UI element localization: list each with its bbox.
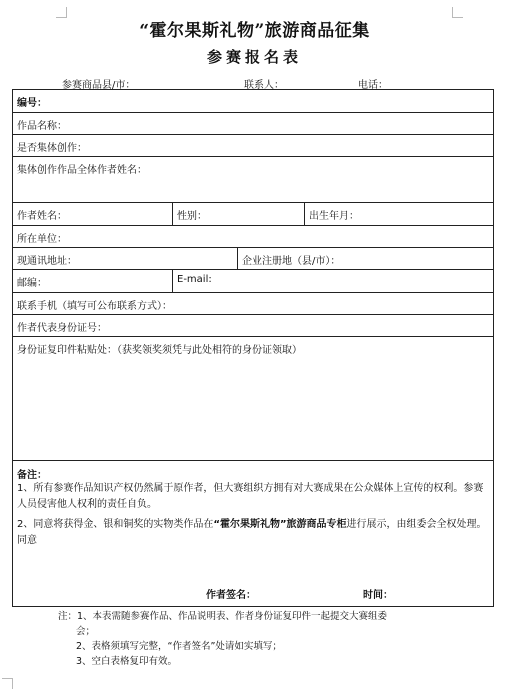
row-number bbox=[13, 90, 493, 113]
footnote-2: 2、表格须填写完整，“作者签名”处请如实填写； bbox=[76, 641, 282, 652]
time-label[interactable]: 时间： bbox=[363, 590, 393, 601]
address-field[interactable]: 现通讯地址： bbox=[17, 256, 77, 267]
county-label: 参赛商品县/市： bbox=[62, 80, 136, 91]
registered-location-field[interactable]: 企业注册地（县/市）： bbox=[237, 248, 493, 269]
gender-field[interactable]: 性别： bbox=[172, 203, 304, 225]
remark-item-2-end: 进行展示，由组委会全权处理。同意 bbox=[17, 519, 487, 546]
document-title: “霍尔果斯礼物”旅游商品征集 bbox=[139, 21, 370, 41]
rep-id-field[interactable]: 作者代表身份证号： bbox=[17, 323, 107, 334]
row-address bbox=[13, 248, 493, 270]
remark-item-1: 1、所有参赛作品知识产权仍然属于原作者，但大赛组织方拥有对大赛成果在公众媒体上宣传的权利。参赛人员侵害他人权利的责任自负。 bbox=[17, 483, 484, 510]
row-mobile bbox=[13, 293, 493, 315]
row-author-info bbox=[13, 203, 493, 226]
remarks-section bbox=[13, 461, 493, 608]
email-field[interactable]: E-mail: bbox=[172, 270, 493, 292]
document-subtitle: 参赛报名表 bbox=[206, 48, 302, 66]
phone-label: 电话： bbox=[358, 80, 388, 91]
row-collective bbox=[13, 135, 493, 157]
footnote-1-cont: 会； bbox=[76, 626, 96, 637]
crop-mark-bottom-left bbox=[2, 678, 13, 689]
footnote-3: 3、空白表格复印有效。 bbox=[76, 656, 178, 667]
row-rep-id bbox=[13, 315, 493, 337]
row-id-copy bbox=[13, 337, 493, 461]
signature-label[interactable]: 作者签名： bbox=[206, 590, 256, 601]
product-name-field[interactable]: 作品名称： bbox=[17, 121, 67, 132]
row-unit bbox=[13, 226, 493, 248]
collective-authors-field[interactable]: 集体创作作品全体作者姓名： bbox=[17, 165, 147, 176]
row-contact bbox=[13, 270, 493, 293]
row-collective-authors bbox=[13, 157, 493, 203]
registration-form bbox=[12, 89, 494, 607]
author-name-field[interactable]: 作者姓名： bbox=[17, 211, 67, 222]
remark-item-2-counter-name: “霍尔果斯礼物”旅游商品专柜 bbox=[213, 519, 347, 530]
unit-field[interactable]: 所在单位： bbox=[17, 234, 67, 245]
id-copy-area[interactable]: 身份证复印件粘贴处：（获奖领奖须凭与此处相符的身份证领取） bbox=[17, 345, 302, 356]
row-product-name bbox=[13, 113, 493, 135]
contact-label: 联系人： bbox=[244, 80, 284, 91]
remarks-title: 备注： bbox=[17, 470, 47, 481]
postcode-field[interactable]: 邮编： bbox=[17, 278, 47, 289]
remark-item-2 bbox=[17, 517, 487, 549]
collective-field[interactable]: 是否集体创作： bbox=[17, 143, 87, 154]
mobile-field[interactable]: 联系手机（填写可公布联系方式）： bbox=[17, 301, 172, 312]
birth-field[interactable]: 出生年月： bbox=[304, 203, 493, 225]
footnote-1: 注：1、本表需随参赛作品、作品说明表、作者身份证复印件一起提交大赛组委 bbox=[58, 611, 388, 622]
number-field[interactable]: 编号： bbox=[17, 98, 47, 109]
remark-item-2-start: 2、同意将获得金、银和铜奖的实物类作品在 bbox=[17, 519, 214, 530]
